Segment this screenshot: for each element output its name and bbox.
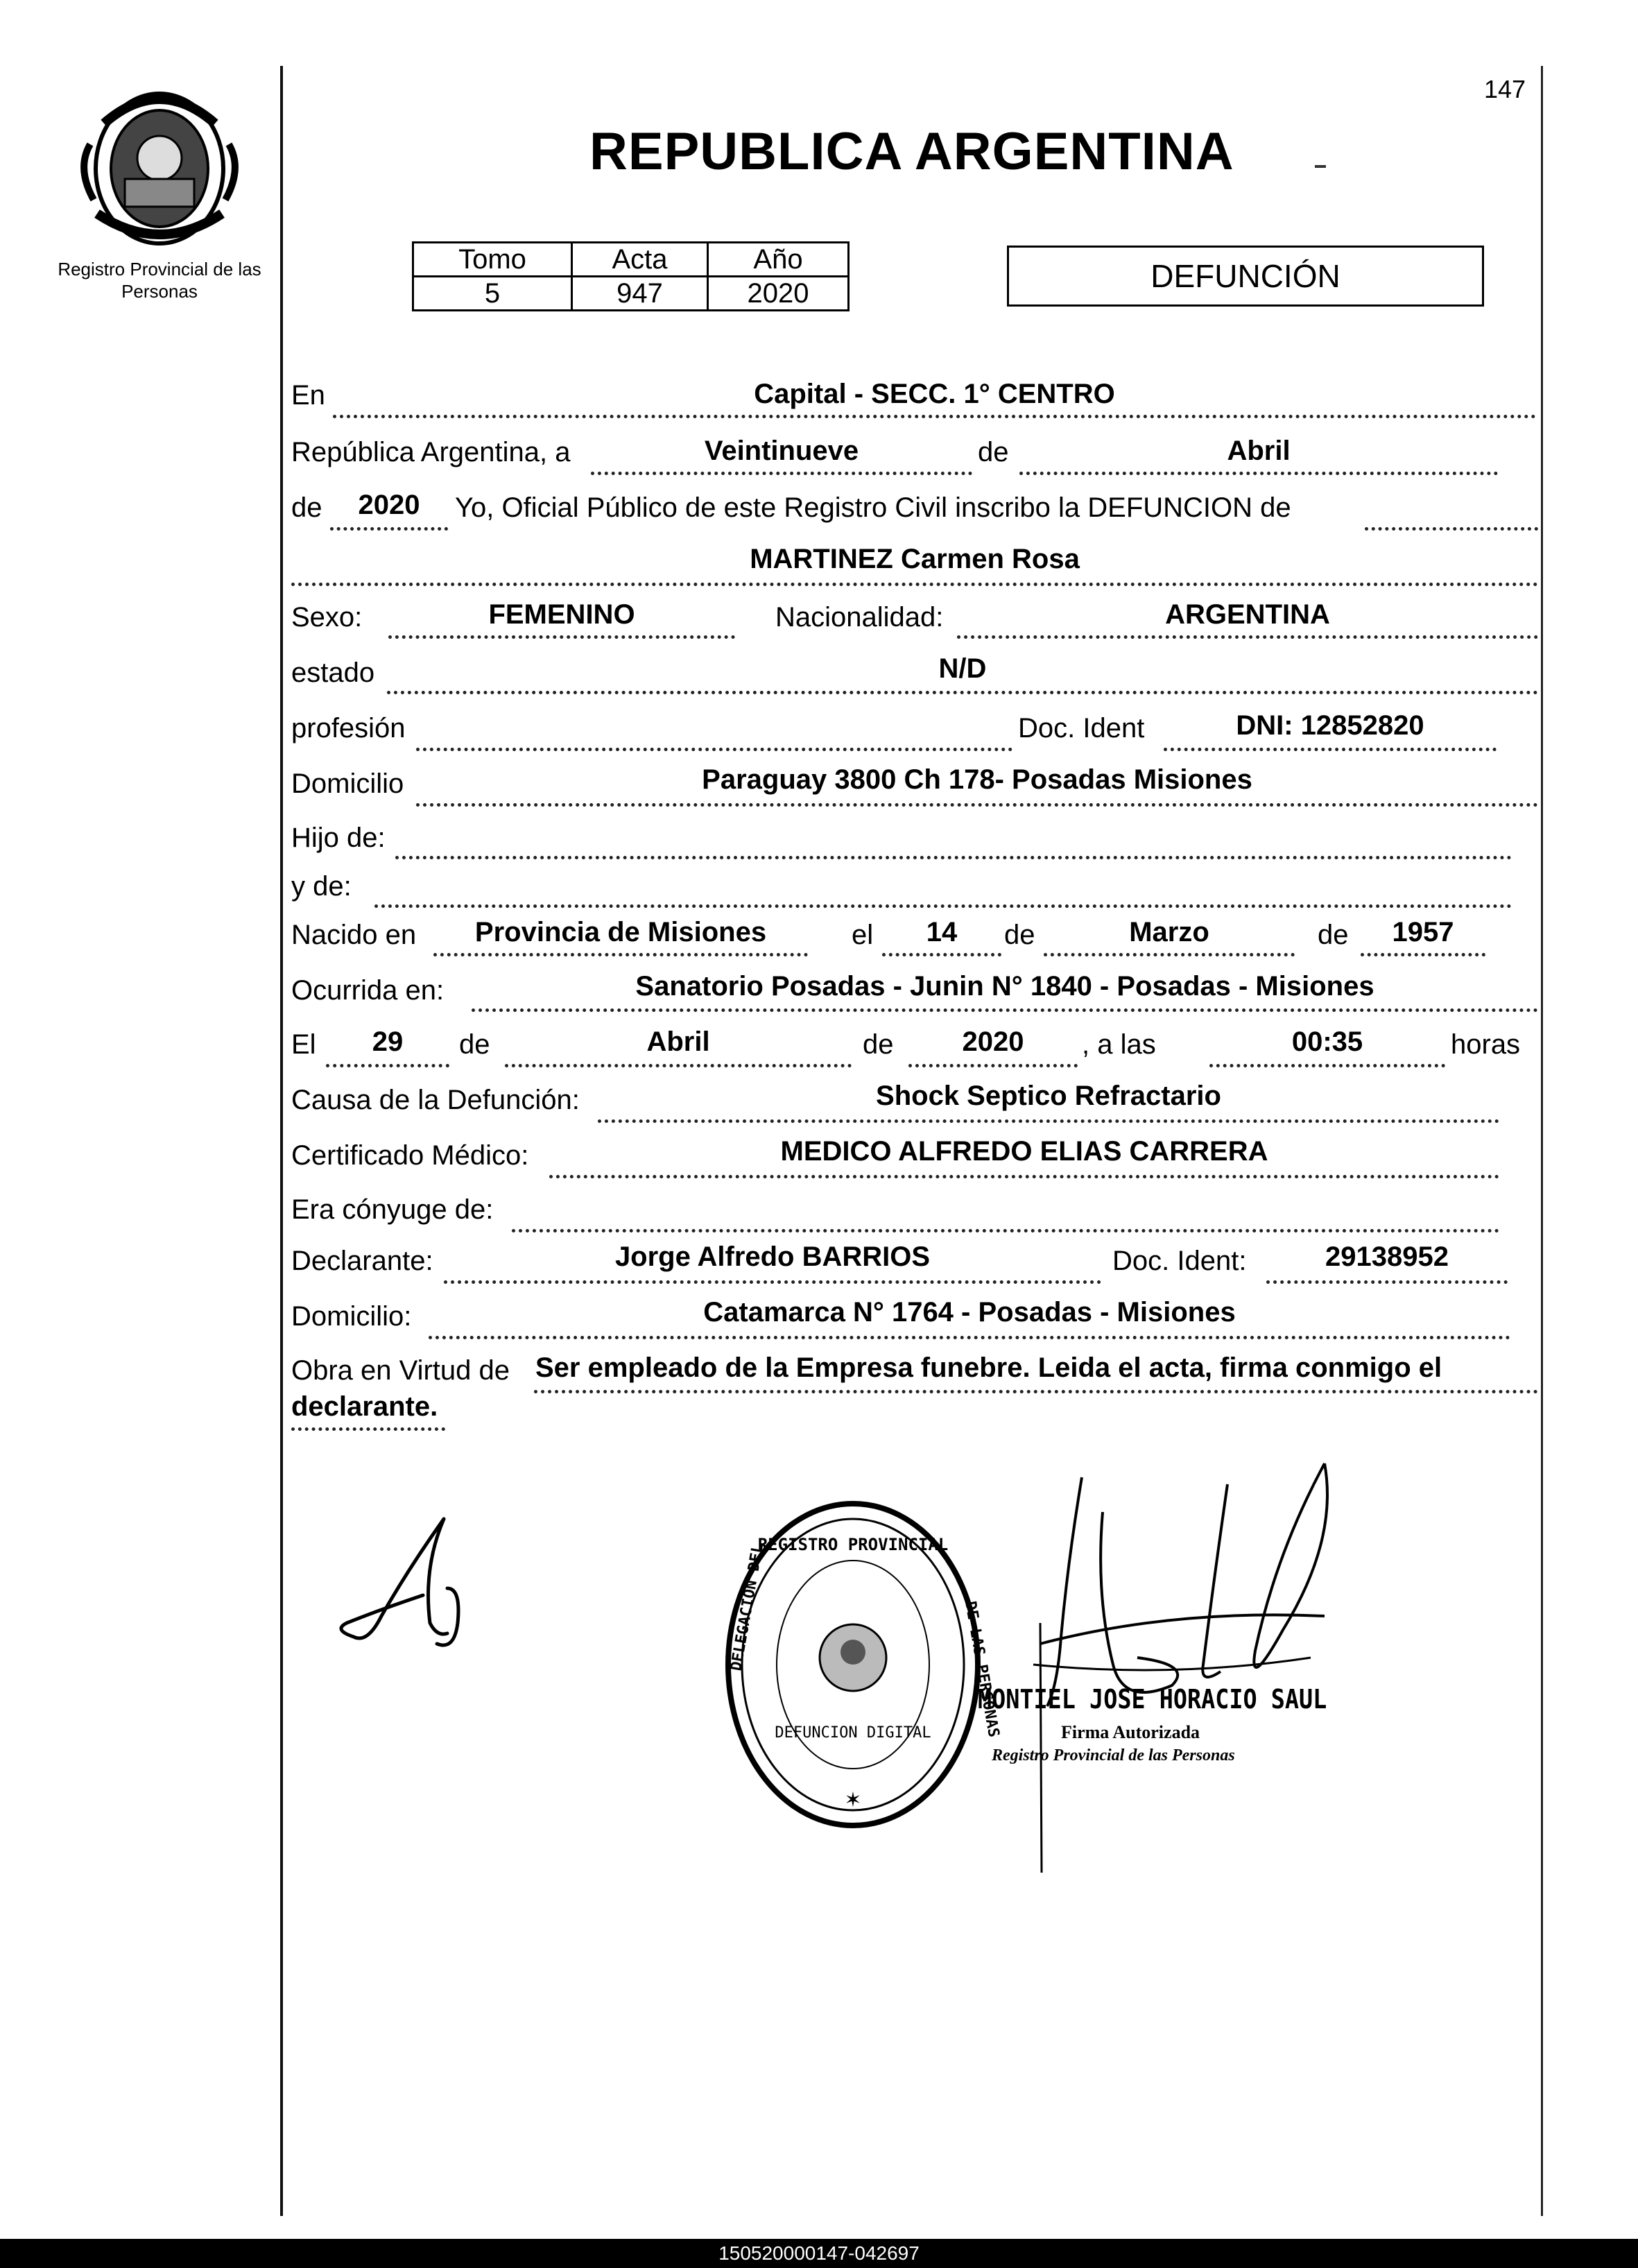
death-time: 00:35 xyxy=(1291,1026,1363,1057)
domicilio2-label: Domicilio: xyxy=(291,1301,412,1332)
conyuge-line xyxy=(512,1196,1499,1232)
acta-value: 947 xyxy=(572,277,708,311)
causa-value: Shock Septico Refractario xyxy=(876,1081,1221,1111)
death-year: 2020 xyxy=(962,1026,1024,1057)
margin-rule xyxy=(280,66,283,2216)
certificado-label: Certificado Médico: xyxy=(291,1140,529,1171)
de1-label: de xyxy=(978,437,1009,467)
el-label: el xyxy=(852,920,874,950)
svg-text:✶: ✶ xyxy=(844,1789,862,1812)
nacido-value: Provincia de Misiones xyxy=(474,917,767,947)
declarant-signature xyxy=(326,1505,492,1672)
month-value: Abril xyxy=(1227,436,1291,466)
year-value: 2020 xyxy=(358,490,420,520)
tomo-value: 5 xyxy=(413,277,572,311)
obra-value-2: declarante. xyxy=(291,1391,438,1422)
registry-label: Registro Provincial de las Personas xyxy=(58,259,261,302)
document-code: 150520000147-042697 xyxy=(718,2242,920,2264)
profesion-line xyxy=(416,714,1012,751)
official-name: MONTIEL JOSE HORACIO SAUL xyxy=(978,1684,1327,1715)
en-label: En xyxy=(291,380,325,411)
sexo-value: FEMENINO xyxy=(488,599,635,630)
death-month: Abril xyxy=(646,1026,710,1057)
day-value: Veintinueve xyxy=(704,436,859,466)
official-signature xyxy=(964,1457,1380,1887)
inscribo-label: Yo, Oficial Público de este Registro Civil inscribo la DEFUNCION de xyxy=(455,492,1291,523)
ocurrida-value: Sanatorio Posadas - Junin N° 1840 - Posadas - Misiones xyxy=(635,971,1374,1002)
de4-label: de xyxy=(1318,920,1349,950)
hijo-label: Hijo de: xyxy=(291,823,386,853)
tomo-header: Tomo xyxy=(413,243,572,277)
ano-value: 2020 xyxy=(708,277,849,311)
svg-text:REGISTRO PROVINCIAL: REGISTRO PROVINCIAL xyxy=(757,1535,949,1554)
causa-label: Causa de la Defunción: xyxy=(291,1085,580,1115)
nacido-label: Nacido en xyxy=(291,920,417,950)
profesion-label: profesión xyxy=(291,713,406,744)
svg-text:DELEGACION DEL: DELEGACION DEL xyxy=(727,1543,768,1673)
title-mark xyxy=(1315,165,1326,168)
official-role: Firma Autorizada xyxy=(1061,1722,1200,1742)
ano-header: Año xyxy=(708,243,849,277)
horas-label: horas xyxy=(1451,1029,1521,1060)
hijo-line xyxy=(395,823,1512,859)
deceased-name: MARTINEZ Carmen Rosa xyxy=(750,544,1080,574)
domicilio2-value: Catamarca N° 1764 - Posadas - Misiones xyxy=(703,1297,1236,1328)
document-title: REPUBLICA ARGENTINA xyxy=(589,122,1234,181)
alas-label: , a las xyxy=(1082,1029,1156,1060)
certificado-value: MEDICO ALFREDO ELIAS CARRERA xyxy=(780,1136,1268,1167)
obra-value: Ser empleado de la Empresa funebre. Leida el acta, firma conmigo el xyxy=(535,1352,1442,1383)
docident2-value: 29138952 xyxy=(1325,1242,1449,1272)
official-seal xyxy=(721,1498,1003,1831)
yde-line xyxy=(374,871,1512,908)
docident2-label: Doc. Ident: xyxy=(1112,1246,1247,1276)
docident-value: DNI: 12852820 xyxy=(1236,710,1424,741)
record-type-box: DEFUNCIÓN xyxy=(1007,246,1484,307)
record-table-value-row xyxy=(413,277,849,311)
domicilio-label: Domicilio xyxy=(291,768,404,799)
estado-label: estado xyxy=(291,658,375,688)
de5-label: de xyxy=(459,1029,490,1060)
declarante-label: Declarante: xyxy=(291,1246,433,1276)
province-emblem xyxy=(76,82,243,248)
obra-label: Obra en Virtud de xyxy=(291,1355,510,1386)
official-office: Registro Provincial de las Personas xyxy=(992,1746,1235,1764)
acta-header: Acta xyxy=(572,243,708,277)
record-table xyxy=(412,241,850,311)
birth-month: Marzo xyxy=(1129,917,1209,947)
de6-label: de xyxy=(863,1029,894,1060)
svg-text:DEFUNCION DIGITAL: DEFUNCION DIGITAL xyxy=(775,1724,931,1742)
el2-label: El xyxy=(291,1029,316,1060)
inscribo-line xyxy=(1365,494,1538,531)
conyuge-label: Era cónyuge de: xyxy=(291,1194,494,1225)
declarante-value: Jorge Alfredo BARRIOS xyxy=(614,1242,931,1272)
domicilio-value: Paraguay 3800 Ch 178- Posadas Misiones xyxy=(702,764,1252,795)
nacionalidad-value: ARGENTINA xyxy=(1165,599,1330,630)
de3-label: de xyxy=(1004,920,1035,950)
sexo-label: Sexo: xyxy=(291,602,363,633)
page-number: 147 xyxy=(1484,75,1526,103)
docident-label: Doc. Ident xyxy=(1018,713,1145,744)
en-value: Capital - SECC. 1° CENTRO xyxy=(754,379,1115,409)
right-rule xyxy=(1541,66,1543,2216)
republica-label: República Argentina, a xyxy=(291,437,571,467)
birth-day: 14 xyxy=(926,917,958,947)
nacionalidad-label: Nacionalidad: xyxy=(775,602,944,633)
de2-label: de xyxy=(291,492,322,523)
estado-value: N/D xyxy=(938,653,987,684)
svg-text:DE LAS PERSONAS: DE LAS PERSONAS xyxy=(961,1599,1003,1739)
death-day: 29 xyxy=(372,1026,404,1057)
record-table-header-row xyxy=(413,243,849,277)
yde-label: y de: xyxy=(291,871,352,902)
birth-year: 1957 xyxy=(1392,917,1454,947)
ocurrida-label: Ocurrida en: xyxy=(291,975,445,1006)
